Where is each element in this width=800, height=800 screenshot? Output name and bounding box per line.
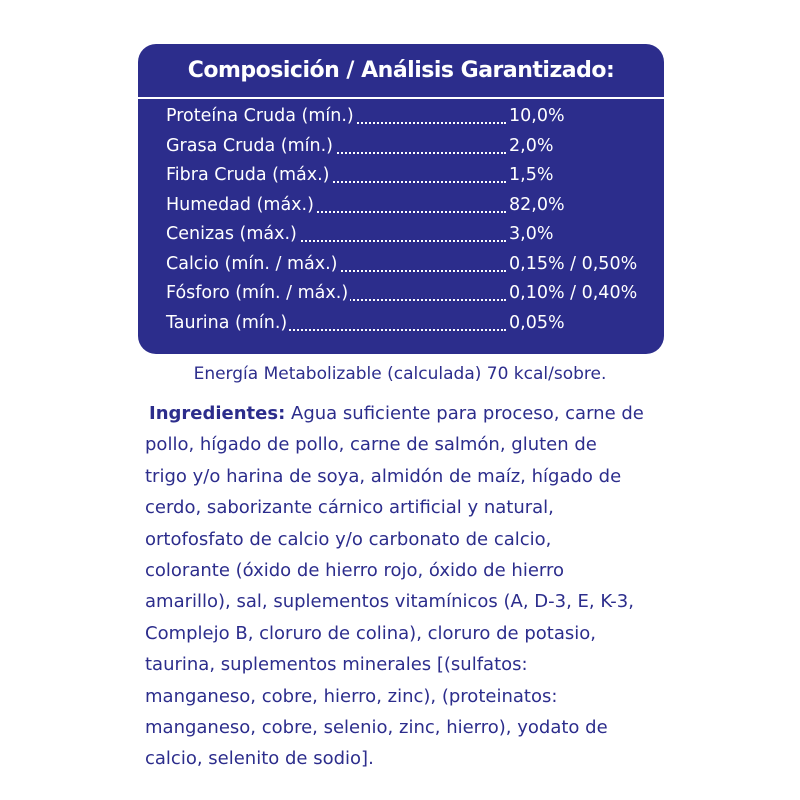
ingredients-line: trigo y/o harina de soya, almidón de maíz, hígado de — [145, 465, 622, 487]
analysis-label: Proteína Cruda (mín.) — [166, 102, 356, 132]
analysis-value: 0,15% / 0,50% — [509, 253, 638, 274]
analysis-value: 3,0% — [509, 224, 554, 244]
ingredients-line: pollo, hígado de pollo, carne de salmón, gluten de — [145, 434, 597, 456]
panel-title: Composición / Análisis Garantizado: — [187, 58, 615, 83]
analysis-label: Calcio (mín. / máx.) — [166, 250, 340, 280]
energy-statement: Energía Metabolizable (calculada) 70 kcal/sobre. — [193, 364, 607, 384]
ingredients-text: Agua suficiente para proceso, carne de — [291, 403, 644, 424]
analysis-row-phosphorus — [166, 279, 646, 309]
ingredients-line: cerdo, saborizante cárnico artificial y natural, — [145, 497, 554, 519]
analysis-label: Fibra Cruda (máx.) — [166, 161, 332, 191]
ingredients-line: manganeso, cobre, hierro, zinc), (proteinatos: — [145, 685, 558, 707]
analysis-value: 0,10% / 0,40% — [509, 283, 638, 303]
analysis-value: 10,0% — [509, 106, 565, 126]
ingredients-line: taurina, suplementos minerales [(sulfatos: — [145, 654, 528, 676]
analysis-table — [166, 102, 646, 338]
ingredients-line: colorante (óxido de hierro rojo, óxido de hierro — [145, 560, 564, 582]
guaranteed-analysis-panel — [138, 44, 664, 354]
analysis-label: Taurina (mín.) — [166, 309, 289, 339]
ingredients-line: amarillo), sal, suplementos vitamínicos (A, D-3, E, K-3, — [145, 591, 634, 613]
analysis-value: 0,05% — [509, 312, 565, 333]
analysis-value: 2,0% — [509, 135, 554, 156]
ingredients-block — [145, 398, 715, 775]
analysis-label: Fósforo (mín. / máx.) — [166, 279, 350, 309]
ingredients-line: manganeso, cobre, selenio, zinc, hierro), yodato de — [145, 717, 608, 739]
analysis-row-protein — [166, 102, 646, 132]
analysis-label: Cenizas (máx.) — [166, 220, 299, 250]
analysis-row-moisture — [166, 191, 646, 221]
ingredients-line: ortofosfato de calcio y/o carbonato de calcio, — [145, 528, 552, 550]
ingredients-label: Ingredientes: — [149, 403, 286, 424]
ingredients-line: calcio, selenito de sodio]. — [145, 748, 374, 770]
analysis-label: Grasa Cruda (mín.) — [166, 132, 335, 162]
analysis-row-fiber — [166, 161, 646, 191]
analysis-row-ash — [166, 220, 646, 250]
analysis-value: 82,0% — [509, 194, 565, 215]
ingredients-line: Complejo B, cloruro de colina), cloruro de potasio, — [145, 622, 596, 644]
analysis-row-fat — [166, 132, 646, 162]
analysis-label: Humedad (máx.) — [166, 191, 316, 221]
ingredients-line — [145, 398, 715, 429]
analysis-row-taurine — [166, 309, 646, 339]
analysis-row-calcium — [166, 250, 646, 280]
panel-divider — [138, 97, 664, 99]
analysis-value: 1,5% — [509, 165, 554, 185]
